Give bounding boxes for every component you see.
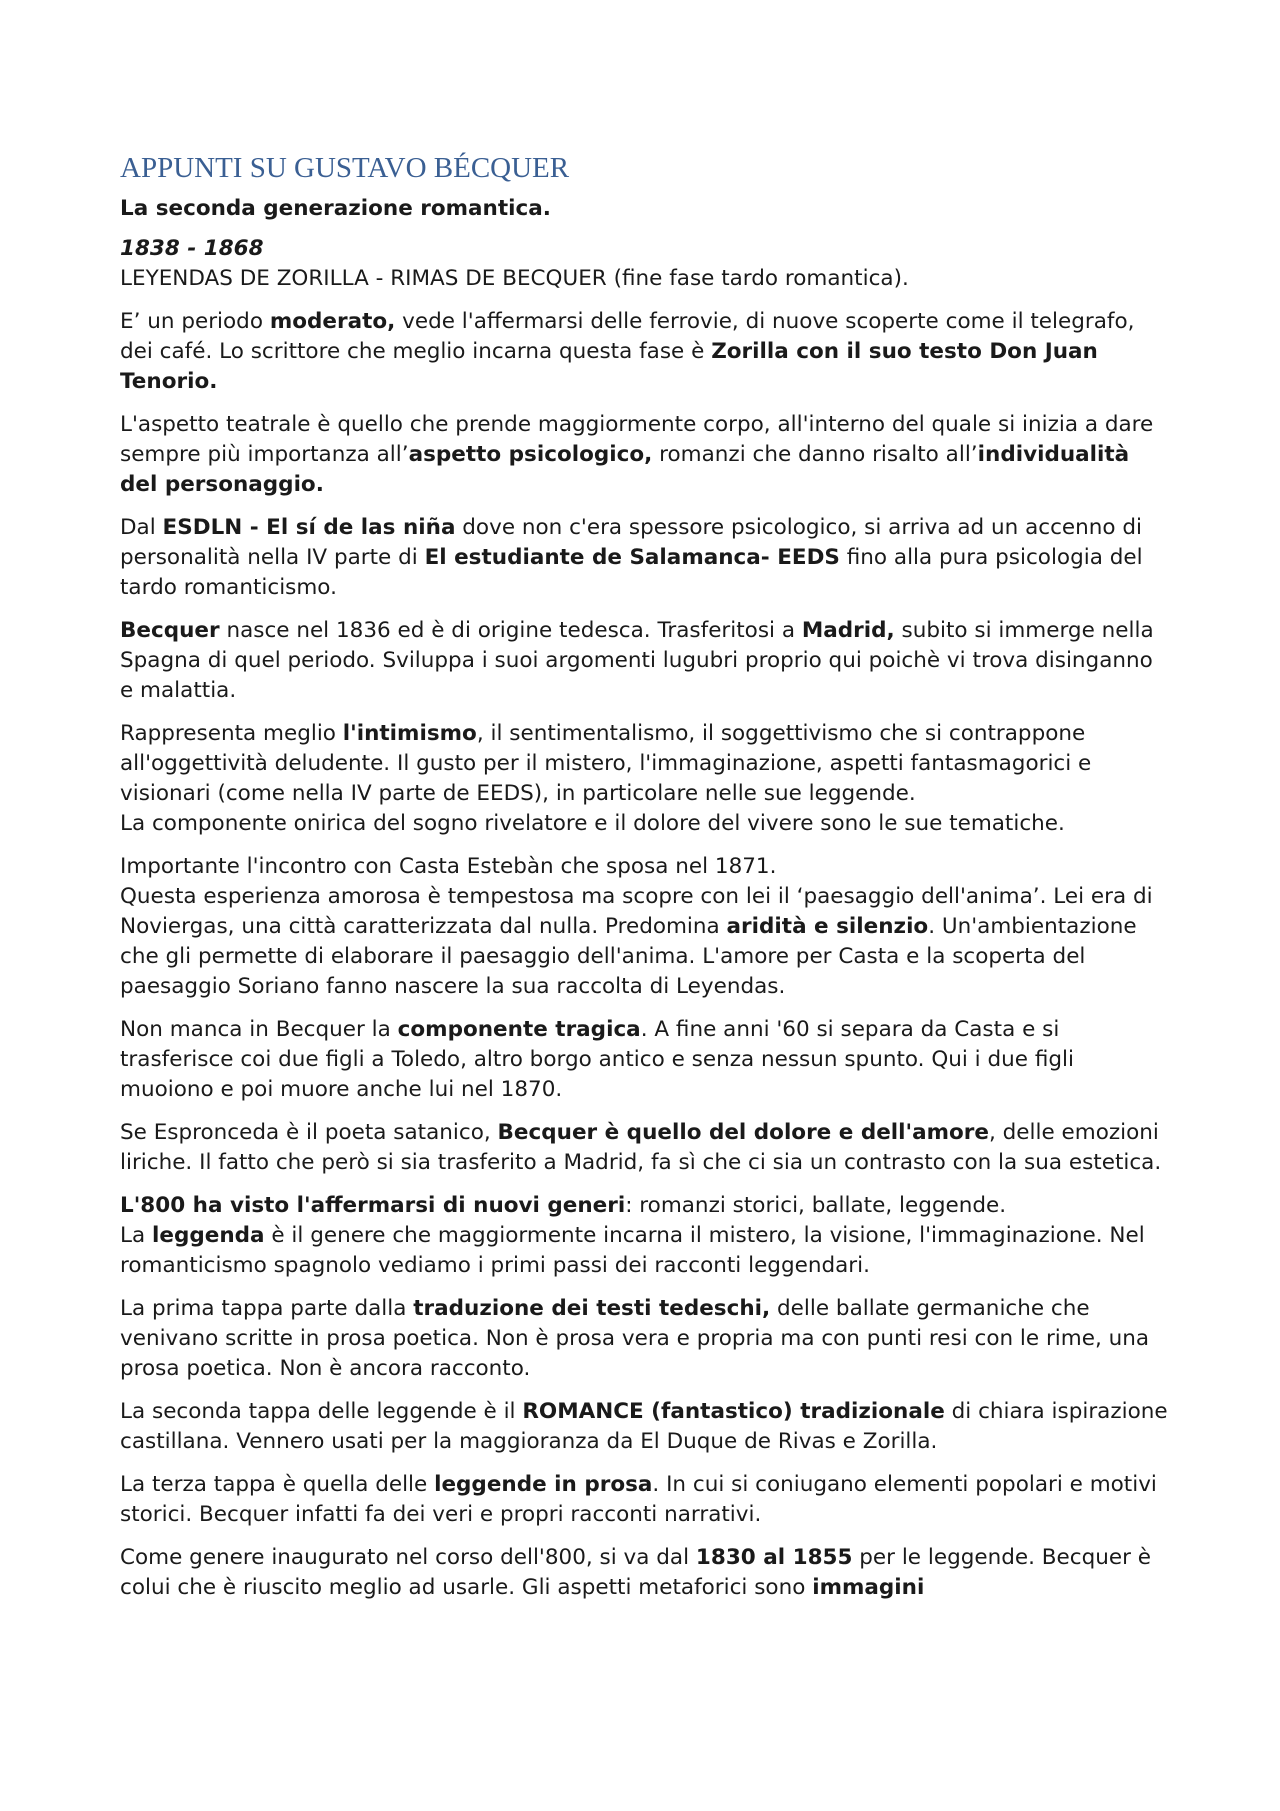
period-dates: 1838 - 1868 <box>120 236 264 261</box>
document-page <box>120 0 1170 1811</box>
text: L'aspetto teatrale è quello che prende maggiormente corpo, all'interno del quale si inizia a dare sempre più importanza all’ <box>120 412 1154 467</box>
paragraph-casta <box>120 852 1170 1002</box>
bold-text: traduzione dei testi tedeschi, <box>413 1296 771 1321</box>
paragraph-genere-inaugurato <box>120 1543 1170 1603</box>
text: per le leggende. Becquer è colui che è riuscito meglio ad usarle. Gli aspetti metaforici sono <box>120 1545 1151 1600</box>
text: , il sentimentalismo, il soggettivismo che si contrappone all'oggettività deludente. Il gusto per il mistero, l'immaginazione, aspetti fantasmagorici e visionari (come nella IV parte de EEDS), in particolare nelle sue leggende. <box>120 721 1092 806</box>
text: Come genere inaugurato nel corso dell'800, si va dal <box>120 1545 696 1570</box>
bold-text: immagini <box>812 1575 925 1600</box>
text: Dal <box>120 515 163 540</box>
text-line: La componente onirica del sogno rivelatore e il dolore del vivere sono le sue tematiche. <box>120 811 1065 836</box>
text-line <box>120 1221 1170 1281</box>
bold-text: L'800 ha visto l'affermarsi di nuovi generi <box>120 1193 626 1218</box>
text: vede l'affermarsi delle ferrovie, di nuove scoperte come il telegrafo, dei café. Lo scrittore che meglio incarna questa fase è <box>120 309 1135 364</box>
text: fino alla pura psicologia del tardo romanticismo. <box>120 545 1143 600</box>
bold-text: ESDLN - El sí de las niña <box>162 515 456 540</box>
bold-text: El estudiante de Salamanca- EEDS <box>424 545 840 570</box>
paragraph-prima-tappa <box>120 1294 1170 1384</box>
bold-text: leggenda <box>152 1223 265 1248</box>
paragraph-seconda-tappa <box>120 1397 1170 1457</box>
bold-text: Becquer è quello del dolore e dell'amore <box>497 1120 989 1145</box>
bold-text: aspetto psicologico, <box>408 442 653 467</box>
document-title: APPUNTI SU GUSTAVO BÉCQUER <box>120 152 570 184</box>
paragraph-teatrale <box>120 410 1170 500</box>
paragraph-terza-tappa <box>120 1470 1170 1530</box>
text: di chiara ispirazione castillana. Vennero usati per la maggioranza da El Duque de Rivas e Zorilla. <box>120 1399 1168 1454</box>
text: La <box>120 1223 152 1248</box>
paragraph-intimismo <box>120 719 1170 839</box>
period-works: LEYENDAS DE ZORILLA - RIMAS DE BECQUER (fine fase tardo romantica). <box>120 266 909 291</box>
paragraph-moderato <box>120 307 1170 397</box>
bold-text: Becquer <box>120 618 220 643</box>
text-line: Importante l'incontro con Casta Estebàn che sposa nel 1871. <box>120 854 777 879</box>
bold-text: moderato, <box>269 309 396 334</box>
bold-text: ROMANCE (fantastico) tradizionale <box>522 1399 945 1424</box>
text: è il genere che maggiormente incarna il mistero, la visione, l'immaginazione. Nel romanticismo spagnolo vediamo i primi passi dei racconti leggendari. <box>120 1223 1145 1278</box>
text: La terza tappa è quella delle <box>120 1472 435 1497</box>
bold-text: aridità e silenzio <box>726 914 929 939</box>
text: La seconda tappa delle leggende è il <box>120 1399 523 1424</box>
text: , delle emozioni liriche. Il fatto che però si sia trasferito a Madrid, fa sì che ci sia un contrasto con la sua estetica. <box>120 1120 1162 1175</box>
bold-text: leggende in prosa <box>434 1472 653 1497</box>
bold-text: l'intimismo <box>342 721 477 746</box>
text: Se Espronceda è il poeta satanico, <box>120 1120 498 1145</box>
text: delle ballate germaniche che venivano scritte in prosa poetica. Non è prosa vera e propria ma con punti resi con le rime, una prosa poetica. Non è ancora racconto. <box>120 1296 1150 1381</box>
text: nasce nel 1836 ed è di origine tedesca. Trasferitosi a <box>219 618 802 643</box>
bold-text: Zorilla con il suo testo Don Juan Tenorio. <box>120 339 1098 394</box>
text: Non manca in Becquer la <box>120 1017 398 1042</box>
text: . In cui si coniugano elementi popolari e motivi storici. Becquer infatti fa dei veri e propri racconti narrativi. <box>120 1472 1157 1527</box>
section-subtitle: La seconda generazione romantica. <box>120 196 551 221</box>
paragraph-generi <box>120 1191 1170 1281</box>
paragraph-becquer-nasce <box>120 616 1170 706</box>
bold-text: Madrid, <box>801 618 895 643</box>
text: . Un'ambientazione che gli permette di elaborare il paesaggio dell'anima. L'amore per Casta e la scoperta del paesaggio Soriano fanno nascere la sua raccolta di Leyendas. <box>120 914 1137 999</box>
text: E’ un periodo <box>120 309 270 334</box>
paragraph-espronceda <box>120 1118 1170 1178</box>
bold-text: 1830 al 1855 <box>695 1545 853 1570</box>
text: subito si immerge nella Spagna di quel periodo. Sviluppa i suoi argomenti lugubri proprio qui poichè vi trova disinganno e malattia. <box>120 618 1154 703</box>
bold-text: individualità del personaggio. <box>120 442 1130 497</box>
text: : romanzi storici, ballate, leggende. <box>625 1193 1007 1218</box>
text: Rappresenta meglio <box>120 721 343 746</box>
text: La prima tappa parte dalla <box>120 1296 414 1321</box>
text: . A fine anni '60 si separa da Casta e si trasferisce coi due figli a Toledo, altro borgo antico e senza nessun spunto. Qui i due figli muoiono e poi muore anche lui nel 1870. <box>120 1017 1074 1102</box>
paragraph-esdln <box>120 513 1170 603</box>
text: romanzi che danno risalto all’ <box>652 442 978 467</box>
paragraph-tragica <box>120 1015 1170 1105</box>
text: Questa esperienza amorosa è tempestosa ma scopre con lei il ‘paesaggio dell'anima’. Lei era di Noviergas, una città caratterizzata dal nulla. Predomina <box>120 884 1153 939</box>
text: dove non c'era spessore psicologico, si arriva ad un accenno di personalità nella IV parte di <box>120 515 1143 570</box>
period-block <box>120 234 1170 294</box>
bold-text: componente tragica <box>397 1017 641 1042</box>
